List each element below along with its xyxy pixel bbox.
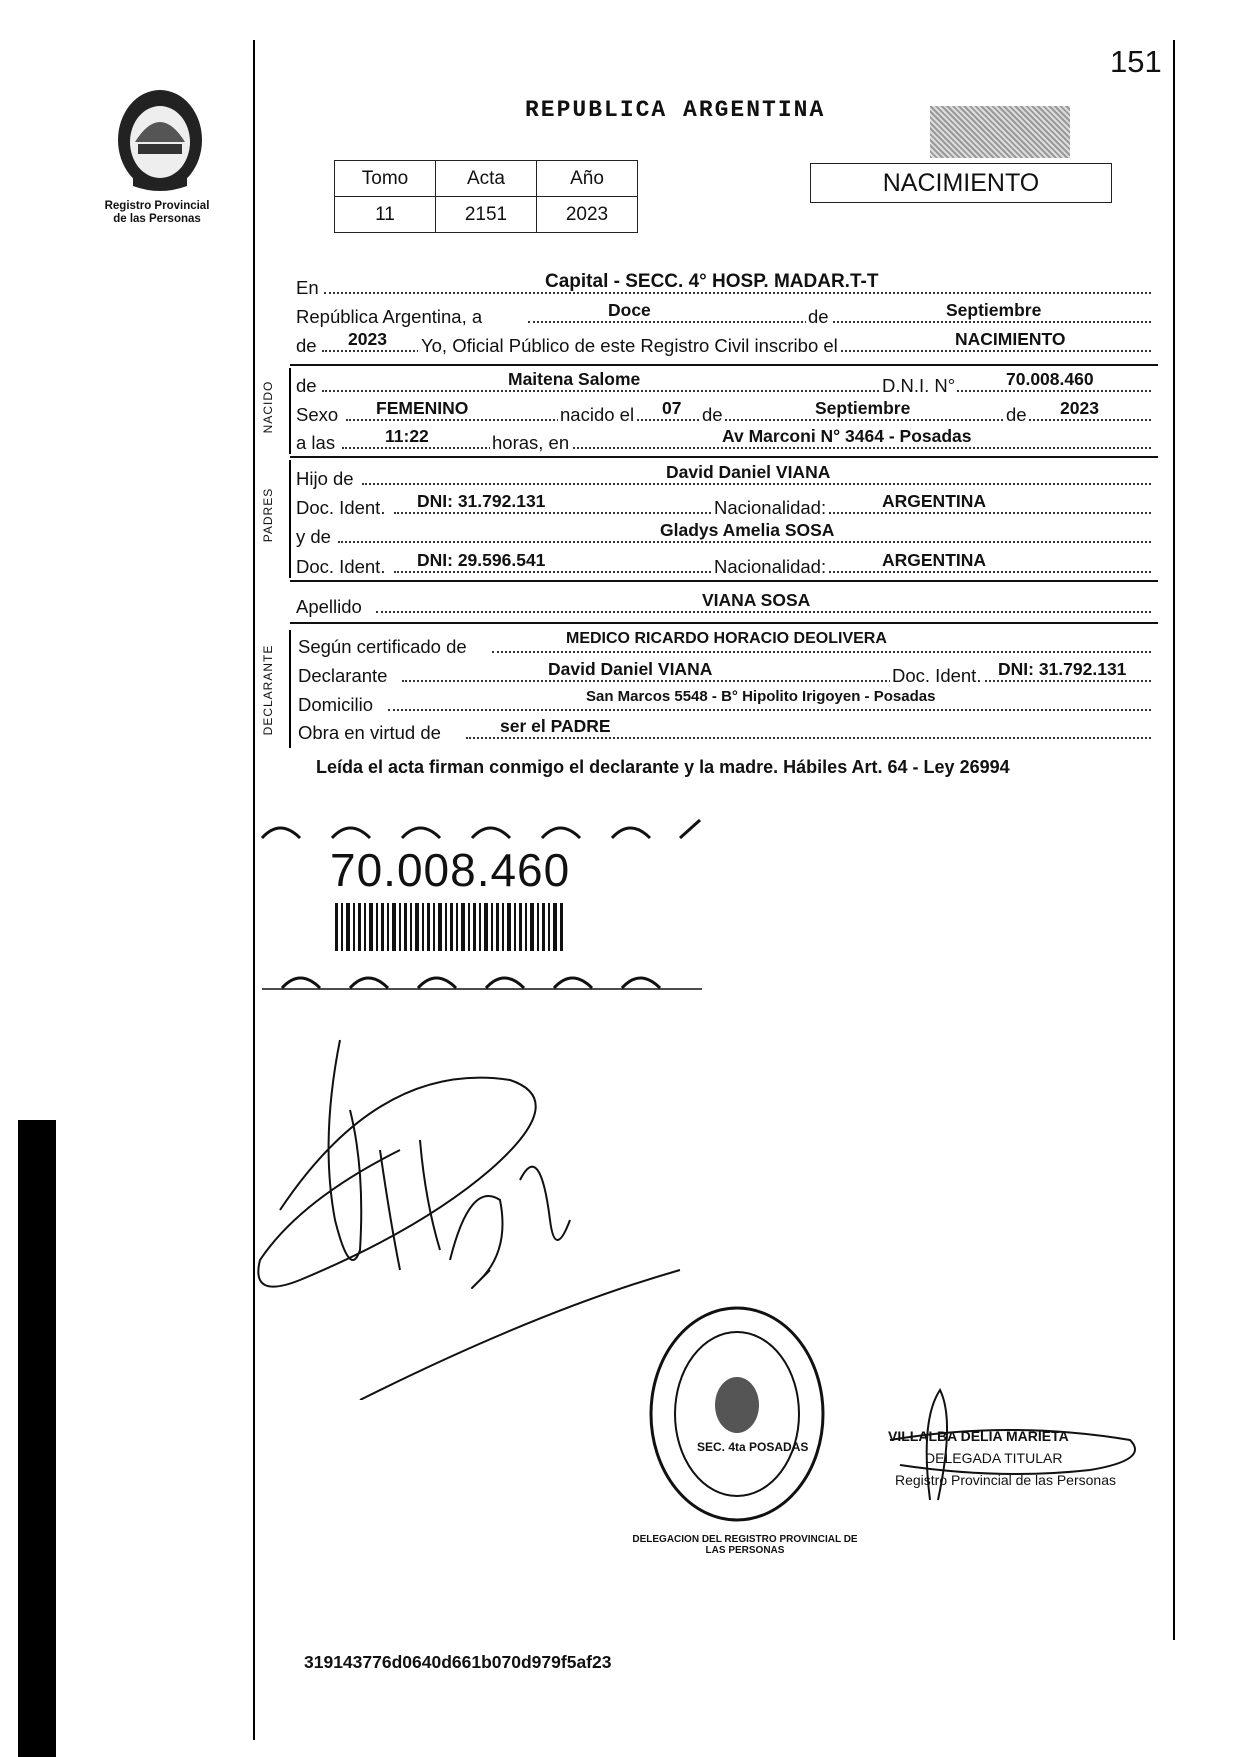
apellido-value: VIANA SOSA <box>702 590 811 610</box>
nacido-el-label: nacido el <box>560 404 635 425</box>
official-role: DELEGADA TITULAR <box>925 1450 1063 1466</box>
doc-ident-label: Doc. Ident. <box>296 497 386 518</box>
dotted-line <box>346 419 1151 421</box>
record-table-value-row <box>335 197 638 233</box>
de2-label: de <box>296 335 317 356</box>
certificado-value: MEDICO RICARDO HORACIO DEOLIVERA <box>566 630 887 647</box>
section-rule <box>290 456 1158 458</box>
left-margin-line <box>253 40 255 1740</box>
de-label: de <box>702 404 723 425</box>
signatures <box>240 1020 960 1400</box>
act-value: NACIMIENTO <box>955 329 1066 349</box>
birth-hour: 11:22 <box>385 426 429 446</box>
doc-ident-label: Doc. Ident. <box>892 665 982 686</box>
scan-edge-bar <box>18 1120 56 1757</box>
dotted-line <box>388 709 1151 711</box>
stamp-artifact <box>930 106 1070 158</box>
table-header-cell: Acta <box>436 161 537 197</box>
en-label: En <box>296 277 319 298</box>
table-value-cell: 11 <box>335 197 436 233</box>
obra-label: Obra en virtud de <box>298 722 441 743</box>
declarante-doc: DNI: 31.792.131 <box>998 659 1127 679</box>
seal-inner-text: SEC. 4ta POSADAS <box>697 1440 809 1454</box>
legal-note: Leída el acta firman conmigo el declarante y la madre. Hábiles Art. 64 - Ley 26994 <box>316 757 1010 777</box>
section-bracket <box>289 460 291 578</box>
obra-value: ser el PADRE <box>500 716 611 736</box>
dotted-line <box>322 390 1151 392</box>
mother-doc: DNI: 29.596.541 <box>417 550 546 570</box>
month-value: Septiembre <box>946 300 1042 320</box>
declarante-section-label: DECLARANTE <box>261 644 275 736</box>
record-table-header-row <box>335 161 638 197</box>
place-value: Capital - SECC. 4° HOSP. MADAR.T-T <box>545 271 879 292</box>
apellido-label: Apellido <box>296 596 362 617</box>
record-table <box>334 160 638 233</box>
dotted-line <box>338 541 1151 543</box>
rnp-logo-row-bottom <box>262 968 702 990</box>
official-name: VILLALBA DELIA MARIETA <box>888 1428 1069 1444</box>
mother-nationality: ARGENTINA <box>882 550 987 570</box>
nacido-de-label: de <box>296 375 317 396</box>
sexo-value: FEMENINO <box>376 398 469 418</box>
official-signature <box>880 1380 1150 1510</box>
newborn-dni: 70.008.460 <box>1006 369 1094 389</box>
table-header-cell: Tomo <box>335 161 436 197</box>
padres-section-label: PADRES <box>261 487 275 543</box>
day-value: Doce <box>608 300 651 320</box>
horas-label: horas, en <box>492 432 570 453</box>
table-value-cell: 2151 <box>436 197 537 233</box>
section-rule <box>290 622 1158 624</box>
de-label: de <box>808 306 829 327</box>
oficial-text: Yo, Oficial Público de este Registro Civil inscribo el <box>418 335 841 357</box>
barcode <box>335 903 563 951</box>
seal-ring-text: DELEGACION DEL REGISTRO PROVINCIAL DE LAS PERSONAS <box>632 1534 858 1556</box>
nacionalidad-label: Nacionalidad: <box>714 556 827 577</box>
act-type-box: NACIMIENTO <box>810 163 1112 203</box>
section-rule <box>290 364 1158 366</box>
declarante-label: Declarante <box>298 665 388 686</box>
father-doc: DNI: 31.792.131 <box>417 491 546 511</box>
republica-label: República Argentina, a <box>296 306 483 327</box>
birth-place: Av Marconi N° 3464 - Posadas <box>722 426 972 446</box>
document-title: REPUBLICA ARGENTINA <box>525 97 826 123</box>
nacionalidad-label: Nacionalidad: <box>714 497 827 518</box>
dotted-line <box>492 651 1151 653</box>
a-las-label: a las <box>296 432 336 453</box>
dotted-line <box>362 483 1151 485</box>
section-bracket <box>289 630 291 748</box>
dotted-line <box>342 447 1151 449</box>
dotted-line <box>402 680 1151 682</box>
mother-name: Gladys Amelia SOSA <box>660 520 835 540</box>
domicilio-value: San Marcos 5548 - B° Hipolito Irigoyen - Posadas <box>586 688 936 705</box>
doc-ident-label: Doc. Ident. <box>296 556 386 577</box>
section-rule <box>290 580 1158 582</box>
dotted-line <box>528 321 1151 323</box>
province-logo <box>105 82 215 197</box>
year-value: 2023 <box>348 329 387 349</box>
y-de-label: y de <box>296 526 331 547</box>
registry-label: Registro Provincial de las Personas <box>104 200 210 225</box>
official-seal <box>648 1305 826 1523</box>
birth-day: 07 <box>662 398 682 418</box>
domicilio-label: Domicilio <box>298 694 374 715</box>
dni-label: D.N.I. N° <box>882 375 956 396</box>
table-value-cell: 2023 <box>537 197 638 233</box>
dotted-line <box>466 737 1151 739</box>
father-name: David Daniel VIANA <box>666 462 831 482</box>
declarante-name: David Daniel VIANA <box>548 659 713 679</box>
table-header-cell: Año <box>537 161 638 197</box>
document-hash: 319143776d0640d661b070d979f5af23 <box>304 1652 612 1672</box>
official-office: Registro Provincial de las Personas <box>895 1472 1116 1488</box>
rnp-logo-row-top <box>260 818 710 838</box>
section-bracket <box>289 368 291 454</box>
dni-large: 70.008.460 <box>330 844 571 896</box>
hijo-de-label: Hijo de <box>296 468 354 489</box>
sexo-label: Sexo <box>296 404 339 425</box>
birth-month: Septiembre <box>815 398 911 418</box>
right-margin-line <box>1173 40 1175 1640</box>
nacido-section-label: NACIDO <box>261 380 275 434</box>
certificado-label: Según certificado de <box>298 636 467 657</box>
de-label: de <box>1006 404 1027 425</box>
newborn-name: Maitena Salome <box>508 369 641 389</box>
father-nationality: ARGENTINA <box>882 491 987 511</box>
page-number: 151 <box>1110 44 1162 79</box>
birth-year: 2023 <box>1060 398 1099 418</box>
dotted-line <box>376 611 1151 613</box>
